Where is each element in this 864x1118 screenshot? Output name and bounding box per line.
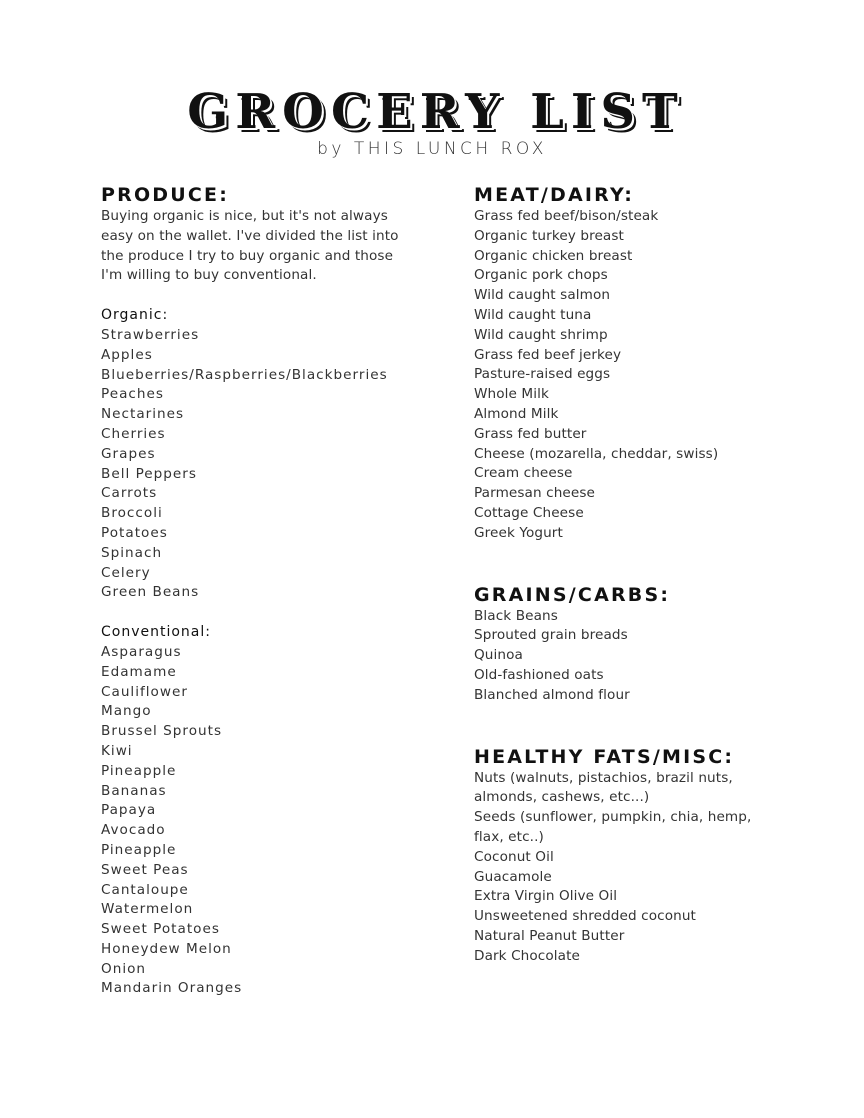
list-item: Apples <box>101 346 153 363</box>
list-item: Mango <box>101 703 152 720</box>
organic-label: Organic: <box>101 307 169 324</box>
list-item: Wild caught shrimp <box>474 326 608 343</box>
list-item: Black Beans <box>474 607 558 624</box>
grains-carbs-list <box>474 607 774 706</box>
list-item: Potatoes <box>101 524 168 541</box>
list-item: almonds, cashews, etc...) <box>474 789 650 806</box>
list-item: Pasture-raised eggs <box>474 366 611 383</box>
list-item: Old-fashioned oats <box>474 666 604 683</box>
list-item: Cherries <box>101 425 166 442</box>
list-item: Cottage Cheese <box>474 504 584 521</box>
list-item: Parmesan cheese <box>474 485 595 502</box>
list-item: Grapes <box>101 445 156 462</box>
list-item: Quinoa <box>474 647 523 664</box>
list-item: Bananas <box>101 782 167 799</box>
intro-line: the produce I try to buy organic and those <box>101 247 394 264</box>
meat-dairy-list <box>474 207 774 544</box>
list-item: Nectarines <box>101 406 185 423</box>
list-item: Watermelon <box>101 901 194 918</box>
list-item: Blanched almond flour <box>474 686 630 703</box>
list-item: Papaya <box>101 802 157 819</box>
list-item: Sprouted grain breads <box>474 627 628 644</box>
list-item: Dark Chocolate <box>474 947 580 964</box>
conventional-label: Conventional: <box>101 624 211 641</box>
list-item: Seeds (sunflower, pumpkin, chia, hemp, <box>474 809 752 826</box>
list-item: Organic turkey breast <box>474 227 624 244</box>
list-item: Pineapple <box>101 841 177 858</box>
list-item: Grass fed butter <box>474 425 587 442</box>
organic-list <box>101 326 421 603</box>
intro-line: Buying organic is nice, but it's not always <box>101 208 388 224</box>
list-item: Cheese (mozarella, cheddar, swiss) <box>474 445 719 462</box>
produce-heading: PRODUCE: <box>101 184 230 206</box>
list-item: Natural Peanut Butter <box>474 927 625 944</box>
list-item: Avocado <box>101 822 166 839</box>
list-item: Wild caught tuna <box>474 306 592 323</box>
list-item: Sweet Potatoes <box>101 921 220 938</box>
list-item: Kiwi <box>101 742 133 759</box>
list-item: Peaches <box>101 386 164 403</box>
list-item: Cream cheese <box>474 465 573 482</box>
healthy-fats-list <box>474 769 774 967</box>
list-item: Honeydew Melon <box>101 940 232 957</box>
list-item: Coconut Oil <box>474 848 554 865</box>
list-item: Sweet Peas <box>101 861 189 878</box>
list-item: Organic chicken breast <box>474 247 633 264</box>
produce-intro <box>101 207 421 286</box>
page-subtitle: by THIS LUNCH ROX <box>317 139 547 159</box>
list-item: Spinach <box>101 544 163 561</box>
list-item: Guacamole <box>474 868 552 885</box>
list-item: Unsweetened shredded coconut <box>474 908 696 925</box>
list-item: Mandarin Oranges <box>101 980 243 997</box>
conventional-list <box>101 643 421 999</box>
list-item: Green Beans <box>101 584 200 601</box>
list-item: Nuts (walnuts, pistachios, brazil nuts, <box>474 769 733 786</box>
left-column <box>101 183 421 999</box>
list-item: Cantaloupe <box>101 881 189 898</box>
list-item: Cauliflower <box>101 683 188 700</box>
list-item: Carrots <box>101 485 158 502</box>
list-item: Broccoli <box>101 505 163 522</box>
list-item: flax, etc..) <box>474 828 544 845</box>
meat-dairy-heading: MEAT/DAIRY: <box>474 184 635 206</box>
grains-carbs-heading: GRAINS/CARBS: <box>474 583 671 606</box>
list-item: Brussel Sprouts <box>101 723 223 740</box>
list-item: Strawberries <box>101 326 200 343</box>
intro-line: I'm willing to buy conventional. <box>101 267 317 284</box>
healthy-fats-heading: HEALTHY FATS/MISC: <box>474 745 735 768</box>
page-title: GROCERY LIST <box>187 84 685 140</box>
list-item: Grass fed beef/bison/steak <box>474 208 659 224</box>
list-item: Edamame <box>101 663 177 680</box>
right-column <box>474 183 774 967</box>
list-item: Pineapple <box>101 762 177 779</box>
list-item: Bell Peppers <box>101 465 197 482</box>
list-item: Grass fed beef jerkey <box>474 346 622 363</box>
list-item: Organic pork chops <box>474 267 608 284</box>
list-item: Greek Yogurt <box>474 524 563 541</box>
list-item: Asparagus <box>101 643 182 660</box>
list-item: Wild caught salmon <box>474 287 611 304</box>
intro-line: easy on the wallet. I've divided the list into <box>101 227 399 244</box>
list-item: Extra Virgin Olive Oil <box>474 888 618 905</box>
list-item: Whole Milk <box>474 386 549 403</box>
list-item: Blueberries/Raspberries/Blackberries <box>101 366 388 383</box>
list-item: Onion <box>101 960 147 977</box>
list-item: Almond Milk <box>474 405 559 422</box>
document-header <box>0 86 864 160</box>
list-item: Celery <box>101 564 151 581</box>
